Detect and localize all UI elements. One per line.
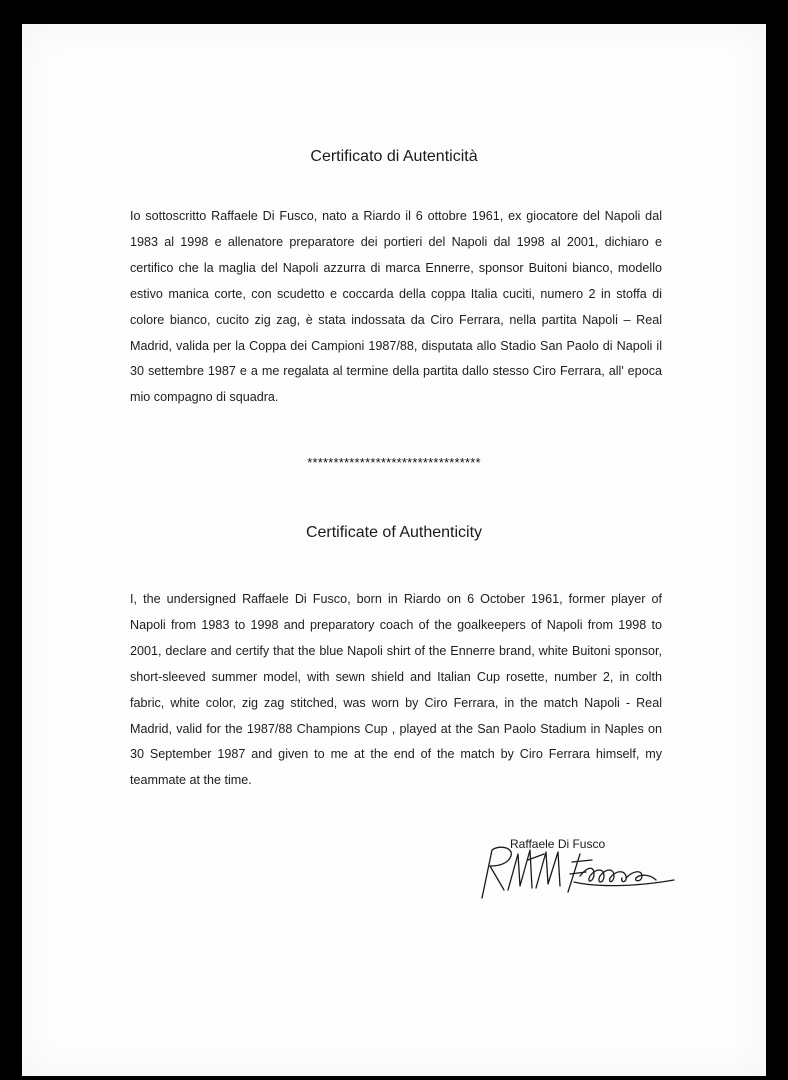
italian-title: Certificato di Autenticità xyxy=(310,148,478,165)
signatory-name: Raffaele Di Fusco xyxy=(510,837,606,851)
certificate-page xyxy=(22,24,766,1076)
section-separator: ********************************* xyxy=(307,455,481,470)
handwritten-signature xyxy=(470,840,680,900)
italian-body: Io sottoscritto Raffaele Di Fusco, nato a Riardo il 6 ottobre 1961, ex giocatore del Napoli dal 1983 al 1998 e allenatore preparatore dei portieri del Napoli dal 1998 al 2001, dichiaro e certifico che la maglia del Napoli azzurra di marca Ennerre, sponsor Buitoni bianco, modello estivo manica corte, con scudetto e coccarda della coppa Italia cuciti, numero 2 in stoffa di colore bianco, cucito zig zag, è stata indossata da Ciro Ferrara, nella partita Napoli – Real Madrid, valida per la Coppa dei Campioni 1987/88, disputata allo Stadio San Paolo di Napoli il 30 settembre 1987 e a me regalata al termine della partita dallo stesso Ciro Ferrara, all' epoca mio compagno di squadra. xyxy=(130,209,662,405)
english-title: Certificate of Authenticity xyxy=(305,524,483,541)
english-body: I, the undersigned Raffaele Di Fusco, born in Riardo on 6 October 1961, former player of Napoli from 1983 to 1998 and preparatory coach of the goalkeepers of Napoli from 1998 to 2001, declare and certify that the blue Napoli shirt of the Ennerre brand, white Buitoni sponsor, short-sleeved summer model, with sewn shield and Italian Cup rosette, number 2, in colth fabric, white color, zig zag stitched, was worn by Ciro Ferrara, in the match Napoli - Real Madrid, valid for the 1987/88 Champions Cup , played at the San Paolo Stadium in Naples on 30 September 1987 and given to me at the end of the match by Ciro Ferrara himself, my teammate at the time. xyxy=(130,592,662,788)
